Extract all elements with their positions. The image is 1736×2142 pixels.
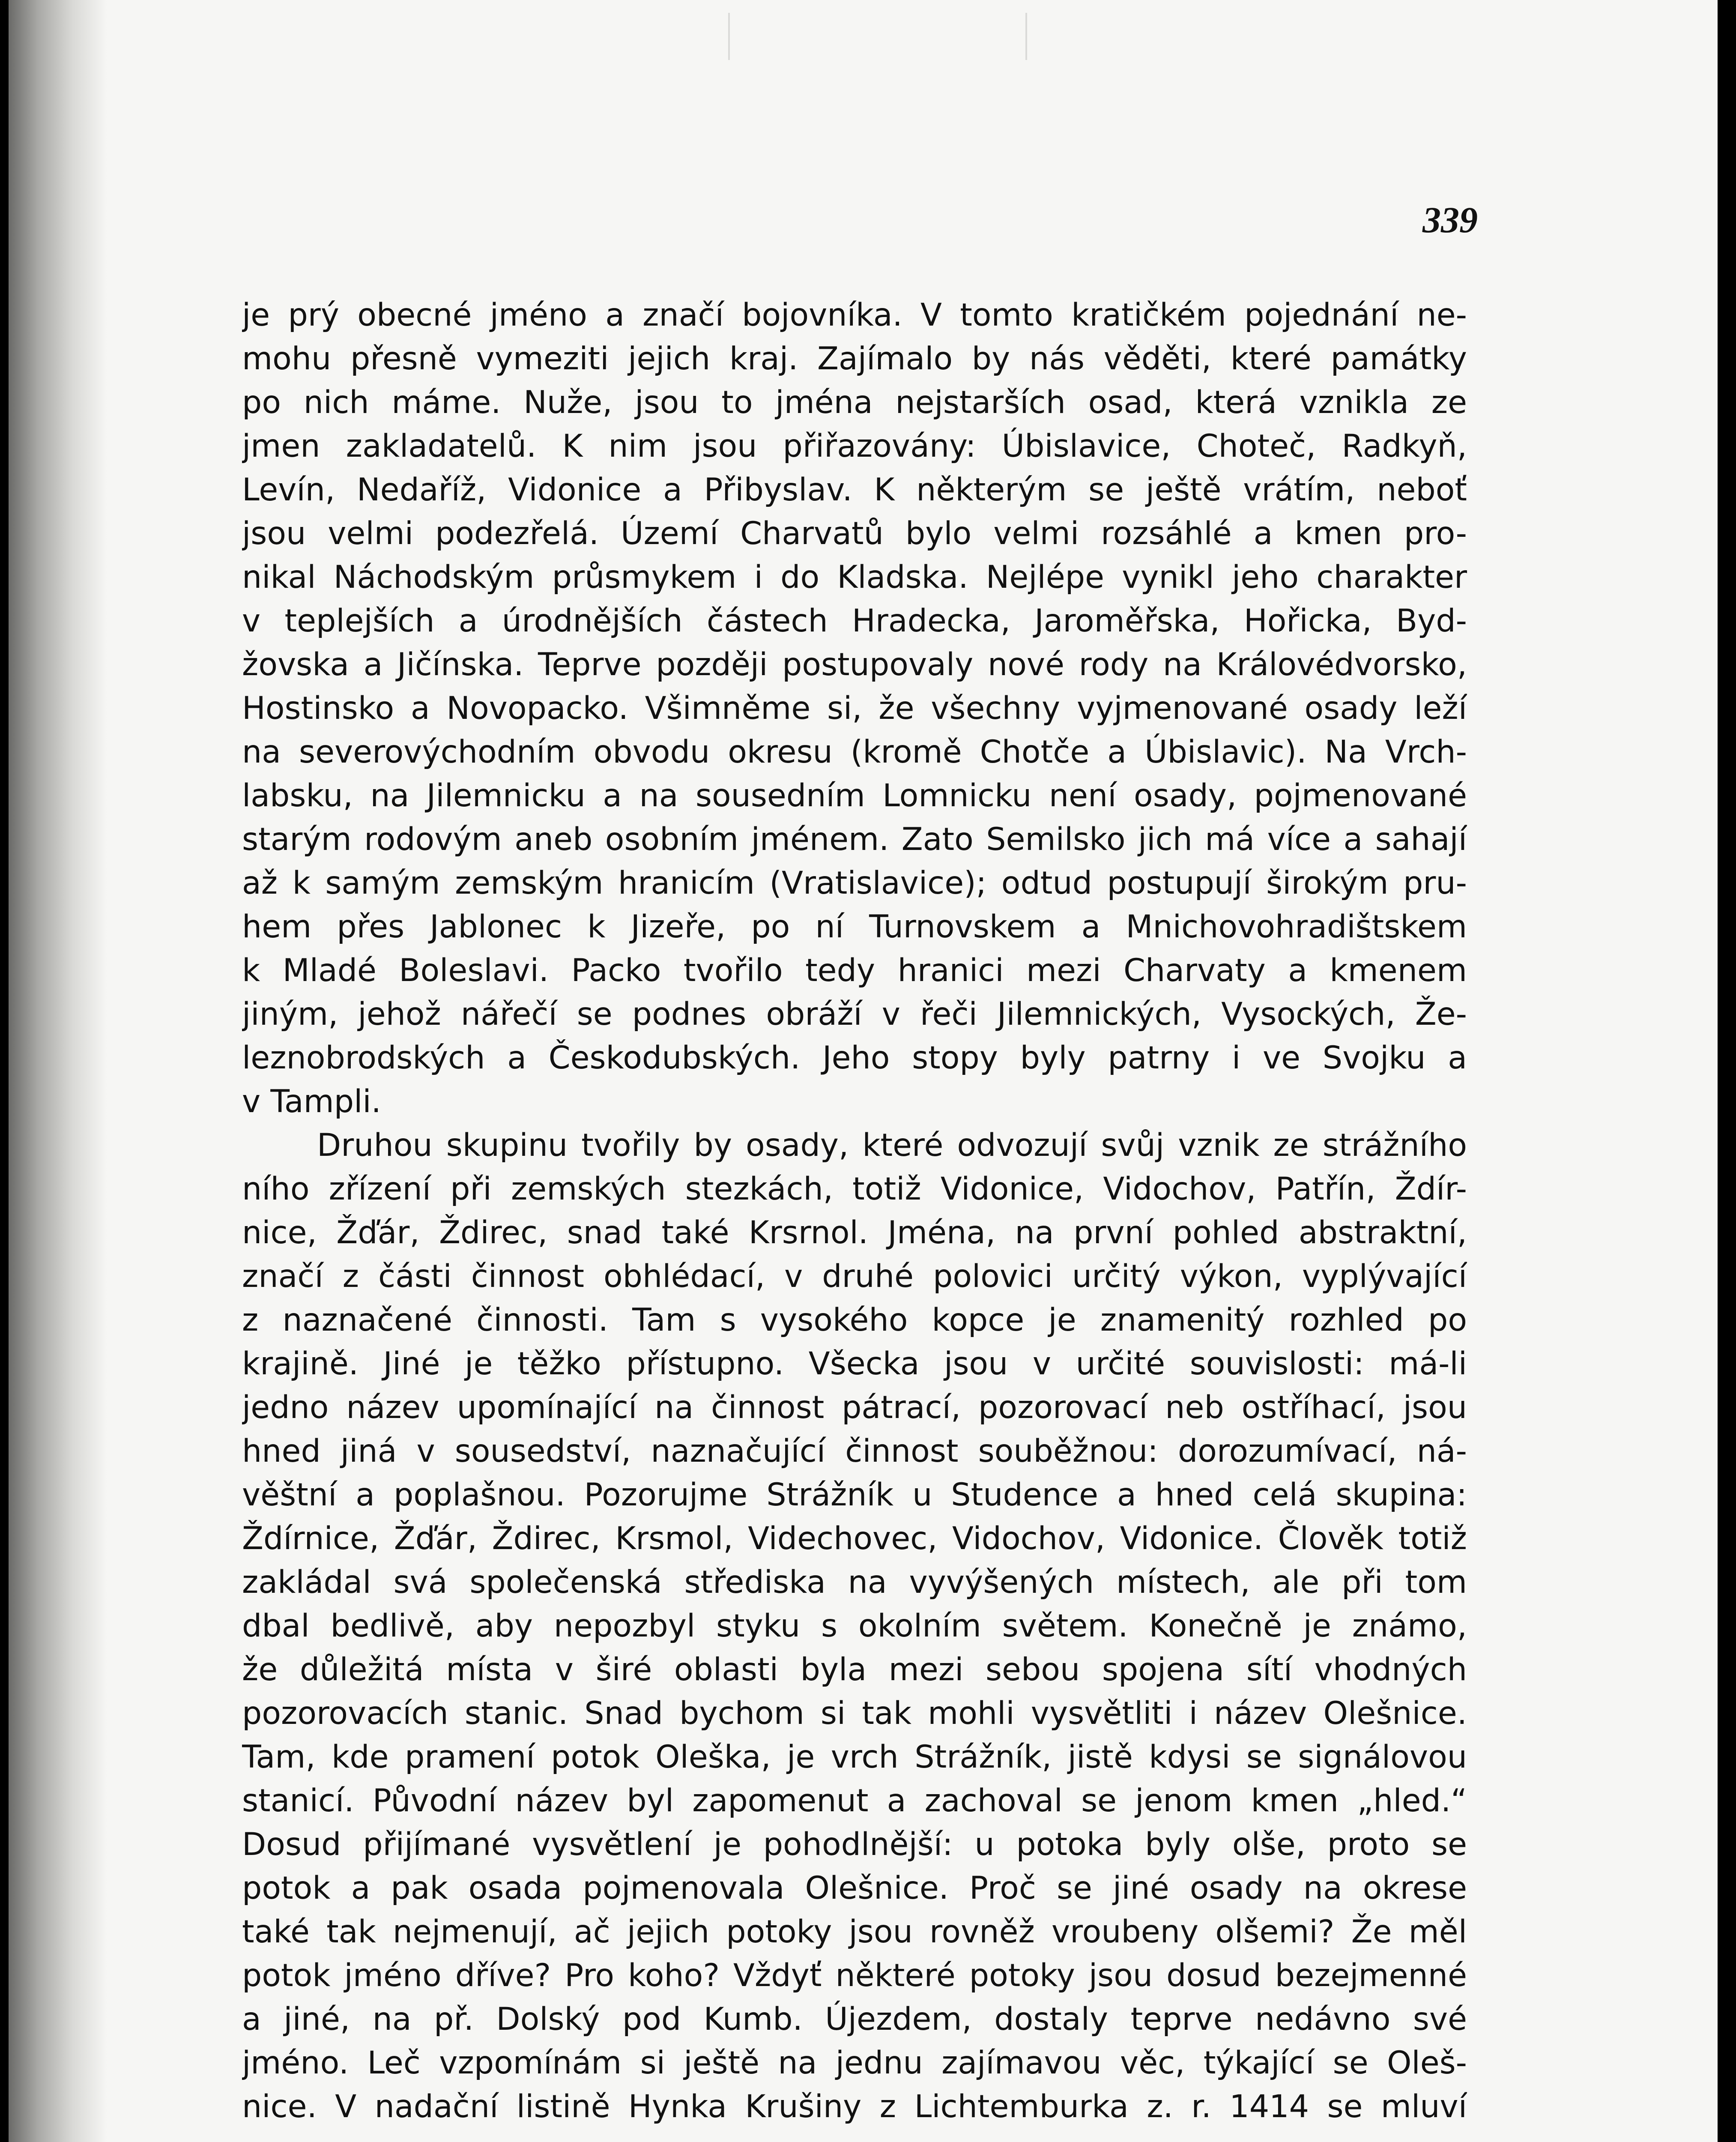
- text-line: hem přes Jablonec k Jizeře, po ní Turnovskem a Mnichovohradištskem: [242, 909, 1467, 945]
- paragraph-start-line: Druhou skupinu tvořily by osady, které odvozují svůj vznik ze strážního: [317, 1127, 1467, 1164]
- text-line: jedno název upomínající na činnost pátrací, pozorovací neb ostříhací, jsou: [242, 1389, 1467, 1426]
- text-line: jmen zakladatelů. K nim jsou přiřazovány: Úbislavice, Choteč, Radkyň,: [242, 428, 1467, 464]
- text-line: leznobrodských a Českodubských. Jeho stopy byly patrny i ve Svojku a: [242, 1040, 1467, 1076]
- text-line: a jiné, na př. Dolský pod Kumb. Újezdem, dostaly teprve nedávno své: [242, 2001, 1467, 2037]
- text-line: nice, Žďár, Ždirec, snad také Krsrnol. Jména, na první pohled abstraktní,: [242, 1215, 1467, 1251]
- text-line: jméno. Leč vzpomínám si ještě na jednu zajímavou věc, týkající se Oleš-: [242, 2045, 1467, 2081]
- text-line: zakládal svá společenská střediska na vyvýšených místech, ale při tom: [242, 1564, 1467, 1601]
- text-line: krajině. Jiné je těžko přístupno. Všecka jsou v určité souvislosti: má-li: [242, 1346, 1467, 1382]
- text-line: Ždírnice, Žďár, Ždirec, Krsmol, Videchovec, Vidochov, Vidonice. Člověk totiž: [242, 1520, 1467, 1557]
- text-line: potok jméno dříve? Pro koho? Vždyť některé potoky jsou dosud bezejmenné: [242, 1957, 1467, 1994]
- text-line: stanicí. Původní název byl zapomenut a zachoval se jenom kmen „hled.“: [242, 1783, 1467, 1819]
- text-line: Hostinsko a Novopacko. Všimněme si, že všechny vyjmenované osady leží: [242, 690, 1467, 727]
- text-line: jsou velmi podezřelá. Území Charvatů bylo velmi rozsáhlé a kmen pro-: [242, 515, 1467, 552]
- text-line: žovska a Jičínska. Teprve později postupovaly nové rody na Královédvorsko,: [242, 646, 1467, 683]
- text-line: dbal bedlivě, aby nepozbyl styku s okolním světem. Konečně je známo,: [242, 1608, 1467, 1644]
- text-line: značí z části činnost obhlédací, v druhé polovici určitý výkon, vyplývající: [242, 1258, 1467, 1295]
- text-line: nikal Náchodským průsmykem i do Kladska. Nejlépe vynikl jeho charakter: [242, 559, 1467, 595]
- text-line: na severovýchodním obvodu okresu (kromě Chotče a Úbislavic). Na Vrch-: [242, 734, 1467, 770]
- text-line: ního zřízení při zemských stezkách, totiž Vidonice, Vidochov, Patřín, Ždír-: [242, 1171, 1467, 1207]
- text-line: že důležitá místa v širé oblasti byla mezi sebou spojena sítí vhodných: [242, 1651, 1467, 1688]
- text-line: z naznačené činnosti. Tam s vysokého kopce je znamenitý rozhled po: [242, 1302, 1467, 1338]
- text-line: Tam, kde pramení potok Oleška, je vrch Strážník, jistě kdysi se signálovou: [242, 1739, 1467, 1775]
- text-line: k Mladé Boleslavi. Packo tvořilo tedy hranici mezi Charvaty a kmenem: [242, 952, 1467, 989]
- text-line: jiným, jehož nářečí se podnes obráží v řeči Jilemnických, Vysockých, Že-: [242, 996, 1467, 1032]
- text-line: Levín, Nedaříž, Vidonice a Přibyslav. K některým se ještě vrátím, neboť: [242, 472, 1467, 508]
- header-smudge: [728, 13, 1027, 60]
- text-line: mohu přesně vymeziti jejich kraj. Zajímalo by nás věděti, které památky: [242, 341, 1467, 377]
- text-line: nice. V nadační listině Hynka Krušiny z Lichtemburka z. r. 1414 se mluví: [242, 2088, 1467, 2125]
- page-sheet: [9, 0, 1718, 2142]
- text-line: potok a pak osada pojmenovala Olešnice. Proč se jiné osady na okrese: [242, 1870, 1467, 1906]
- text-line: věštní a poplašnou. Pozorujme Strážník u Studence a hned celá skupina:: [242, 1477, 1467, 1513]
- text-line: je prý obecné jméno a značí bojovníka. V tomto kratičkém pojednání ne-: [242, 297, 1467, 333]
- text-line: v teplejších a úrodnějších částech Hradecka, Jaroměřska, Hořicka, Byd-: [242, 603, 1467, 639]
- binding-shadow: [9, 0, 107, 2142]
- body-text: [242, 293, 1467, 2129]
- text-line: pozorovacích stanic. Snad bychom si tak mohli vysvětliti i název Olešnice.: [242, 1695, 1467, 1732]
- text-line: až k samým zemským hranicím (Vratislavice); odtud postupují širokým pru-: [242, 865, 1467, 901]
- text-line: po nich máme. Nuže, jsou to jména nejstarších osad, která vznikla ze: [242, 384, 1467, 421]
- text-line: Dosud přijímané vysvětlení je pohodlnější: u potoka byly olše, proto se: [242, 1826, 1467, 1863]
- page-number: 339: [1422, 199, 1478, 240]
- text-line: starým rodovým aneb osobním jménem. Zato Semilsko jich má více a sahají: [242, 821, 1467, 858]
- text-line: také tak nejmenují, ač jejich potoky jsou rovněž vroubeny olšemi? Že měl: [242, 1914, 1467, 1950]
- text-line: labsku, na Jilemnicku a na sousedním Lomnicku není osady, pojmenované: [242, 778, 1467, 814]
- text-line: v Tampli.: [242, 1083, 381, 1120]
- text-line: hned jiná v sousedství, naznačující činnost souběžnou: dorozumívací, ná-: [242, 1433, 1467, 1469]
